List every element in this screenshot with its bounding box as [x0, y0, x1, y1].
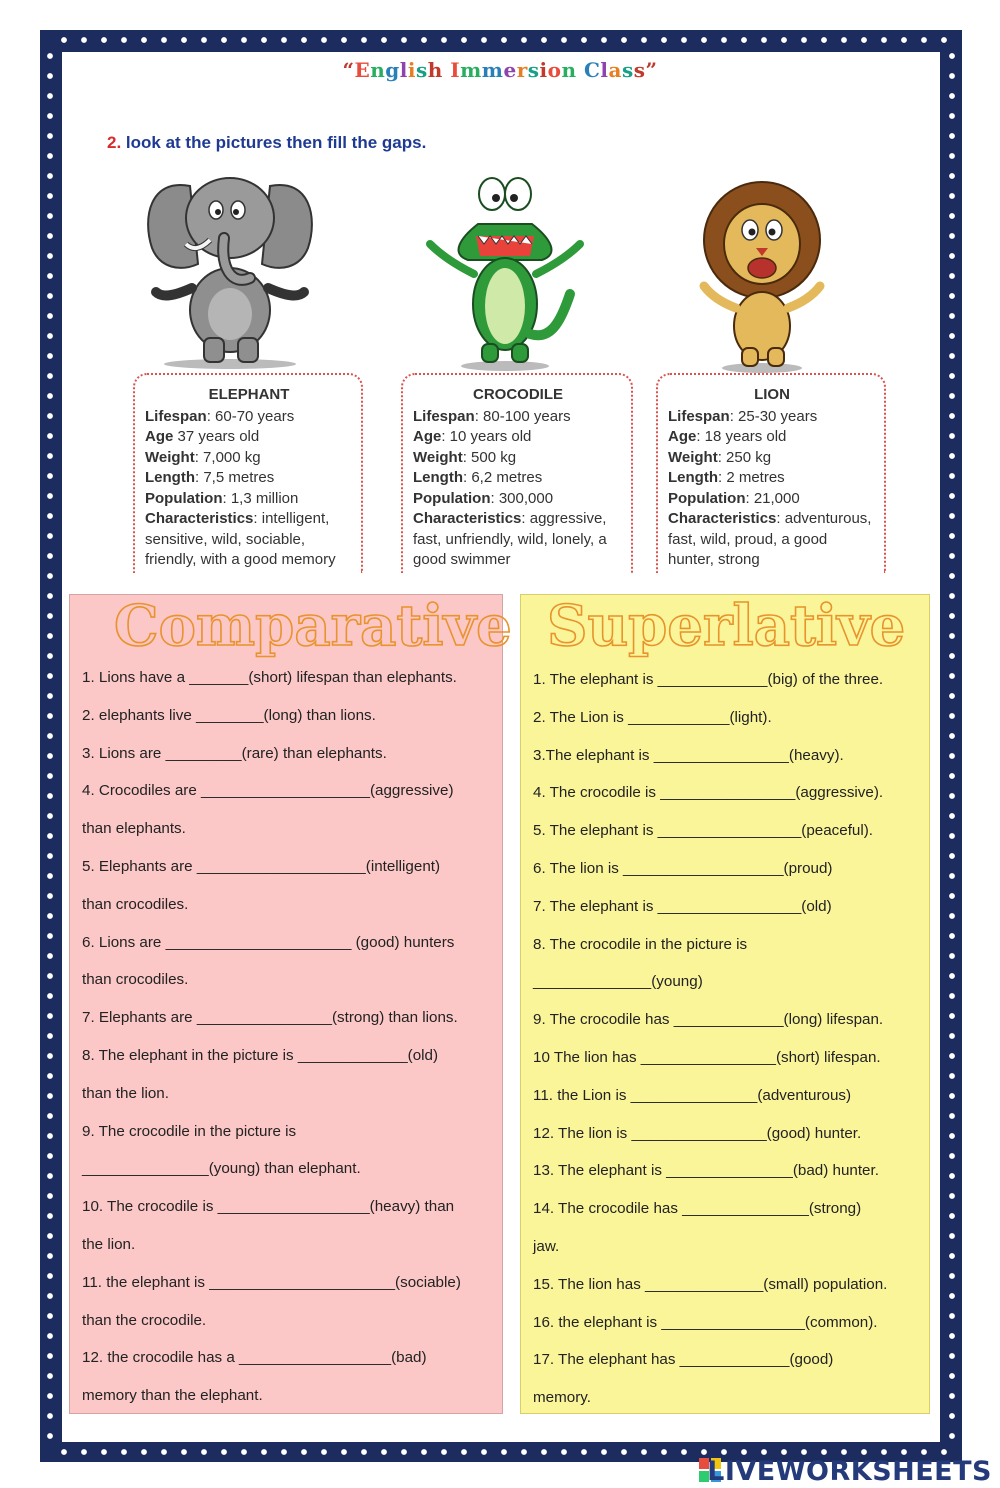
fact-value: : 300,000: [490, 489, 554, 507]
title-letter: g: [385, 58, 400, 82]
exercise-line: 8. The elephant in the picture is _____________(old): [82, 1047, 439, 1064]
title-letter: i: [407, 58, 416, 82]
exercise-line: 11. the Lion is _______________(adventurous): [533, 1086, 852, 1104]
fact-value: : 7,5 metres: [195, 469, 275, 486]
exercise-line: 6. The lion is ___________________(proud): [533, 860, 833, 877]
fact-label: Lifespan: [145, 407, 207, 425]
exercise-line: than the crocodile.: [82, 1311, 207, 1329]
title-letter: I: [450, 58, 461, 82]
fact-value: : 7,000 kg: [194, 448, 261, 466]
fact-label: Weight: [145, 448, 195, 466]
exercise-line: than crocodiles.: [82, 971, 189, 989]
border-dots-bottom: [54, 1448, 948, 1456]
exercise-line: _______________(young) than elephant.: [82, 1160, 361, 1178]
border-dots-right: [948, 46, 956, 1446]
fact-label: Length: [668, 469, 718, 486]
fact-value: : adventurous, fast, wild, proud, a good hunter, strong: [668, 510, 872, 568]
title-letter: l: [600, 58, 609, 82]
exercise-line: 7. The elephant is _________________(old): [533, 897, 832, 915]
border-dots-top: [54, 36, 948, 44]
exercise-line: 6. Lions are ______________________ (good) hunters: [82, 933, 455, 951]
title-letter: [577, 58, 584, 82]
fact-value: : 80-100 years: [474, 407, 571, 425]
fact-line: [668, 448, 876, 469]
fact-label: Age: [145, 428, 174, 445]
comparative-heading: Comparative: [114, 593, 512, 659]
fact-label: Characteristics: [145, 510, 254, 527]
fact-label: Population: [145, 489, 223, 507]
exercise-line: 14. The crocodile has _______________(strong): [533, 1200, 862, 1218]
superlative-heading: Superlative: [547, 593, 906, 659]
fact-value: : 1,3 million: [222, 489, 299, 507]
fact-value: : 6,2 metres: [463, 469, 543, 486]
fact-line: [668, 427, 876, 448]
exercise-line: 8. The crocodile in the picture is: [533, 935, 748, 953]
comparative-panel: [69, 593, 512, 1414]
title-letter: s: [415, 58, 428, 82]
title-letter: i: [539, 58, 548, 82]
exercise-line: 3.The elephant is ________________(heavy).: [533, 746, 844, 764]
card-title: ELEPHANT: [208, 386, 290, 403]
fact-label: Age: [413, 428, 442, 445]
instruction: [107, 133, 426, 153]
fact-label: Weight: [668, 448, 718, 466]
title-letter: E: [354, 58, 371, 82]
title-letter: h: [427, 58, 443, 82]
fact-list: [413, 407, 623, 571]
fact-value: : 500 kg: [462, 448, 517, 466]
exercise-line: 10. The crocodile is __________________(heavy) than: [82, 1198, 455, 1216]
exercise-line: memory than the elephant.: [82, 1387, 263, 1405]
exercise-line: 9. The crocodile in the picture is: [82, 1122, 297, 1140]
worksheet-title: “English Immersion Class”: [342, 58, 658, 82]
fact-line: [413, 407, 623, 428]
characteristics-line: [145, 509, 353, 571]
fact-value: 37 years old: [173, 428, 260, 445]
exercise-line: 12. the crocodile has a __________________(bad): [82, 1349, 427, 1367]
characteristics-line: [413, 509, 623, 571]
fact-value: : 21,000: [745, 489, 800, 507]
exercise-line: 16. the elephant is _________________(common).: [533, 1313, 878, 1331]
exercise-line: 1. The elephant is _____________(big) of the three.: [533, 671, 884, 688]
exercise-line: 2. elephants live ________(long) than lions.: [82, 706, 376, 724]
fact-label: Weight: [413, 448, 463, 466]
crocodile-info-card: [401, 373, 633, 573]
exercise-line: 5. Elephants are ____________________(intelligent): [82, 858, 441, 875]
fact-line: [145, 489, 353, 510]
exercise-line: 5. The elephant is _________________(peaceful).: [533, 822, 874, 840]
card-title: LION: [754, 386, 790, 403]
fact-label: Characteristics: [668, 510, 777, 527]
fact-line: [668, 489, 876, 510]
title-letter: m: [460, 58, 482, 82]
fact-line: [668, 468, 876, 489]
border-dots-left: [46, 46, 54, 1446]
exercise-line: 1. Lions have a _______(short) lifespan than elephants.: [82, 669, 457, 686]
exercise-line: 4. Crocodiles are ____________________(aggressive): [82, 782, 454, 800]
exercise-line: than elephants.: [82, 820, 186, 838]
title-letter: C: [583, 58, 601, 82]
fact-label: Age: [668, 428, 697, 445]
exercise-line: ______________(young): [533, 973, 703, 991]
fact-line: [145, 407, 353, 428]
lion-illustration: [680, 178, 844, 374]
fact-line: [413, 448, 623, 469]
crocodile-illustration: [420, 164, 590, 372]
fact-label: Lifespan: [413, 407, 475, 425]
instruction-number: 2.: [107, 133, 122, 152]
fact-line: [668, 407, 876, 428]
fact-label: Length: [413, 469, 463, 486]
fact-value: : 10 years old: [441, 428, 532, 445]
exercise-line: 11. the elephant is ______________________(sociable): [82, 1273, 461, 1291]
title-letter: o: [547, 58, 562, 82]
lion-info-card: [656, 373, 886, 573]
fact-line: [145, 468, 353, 489]
exercise-line: 7. Elephants are ________________(strong) than lions.: [82, 1009, 458, 1027]
fact-value: : 2 metres: [718, 469, 785, 486]
fact-line: [145, 427, 353, 448]
title-letter: s: [527, 58, 540, 82]
exercise-line: than crocodiles.: [82, 895, 189, 913]
exercise-line: 2. The Lion is ____________(light).: [533, 708, 772, 726]
exercise-line: 13. The elephant is _______________(bad) hunter.: [533, 1162, 879, 1180]
exercise-line: the lion.: [82, 1236, 136, 1253]
fact-value: : 250 kg: [717, 448, 772, 466]
fact-line: [413, 489, 623, 510]
exercise-line: 15. The lion has ______________(small) population.: [533, 1275, 888, 1293]
liveworksheets-brand: LIVEWORKSHEETS: [707, 1456, 992, 1487]
title-letter: s: [633, 58, 646, 82]
superlative-panel: [520, 594, 930, 1414]
fact-value: : 25-30 years: [729, 407, 818, 425]
exercise-line: 4. The crocodile is ________________(aggressive).: [533, 784, 884, 802]
fact-value: : aggressive, fast, unfriendly, wild, lonely, a good swimmer: [413, 510, 607, 568]
fact-line: [145, 448, 353, 469]
fact-value: : 60-70 years: [206, 407, 295, 425]
title-letter: m: [481, 58, 504, 82]
title-letter: a: [608, 58, 622, 82]
fact-line: [413, 468, 623, 489]
fact-line: [413, 427, 623, 448]
fact-label: Characteristics: [413, 510, 522, 527]
title-letter: n: [370, 58, 386, 82]
exercise-line: 9. The crocodile has _____________(long) lifespan.: [533, 1011, 884, 1029]
fact-list: [668, 407, 876, 571]
title-letter: l: [399, 58, 408, 82]
title-letter: r: [516, 58, 528, 82]
fact-list: [145, 407, 353, 571]
instruction-text: look at the pictures then fill the gaps.: [125, 133, 427, 152]
fact-label: Lifespan: [668, 407, 730, 425]
elephant-info-card: [133, 373, 363, 573]
exercise-line: 17. The elephant has _____________(good): [533, 1351, 834, 1369]
title-letter: n: [561, 58, 577, 82]
exercise-line: 3. Lions are _________(rare) than elephants.: [82, 744, 387, 762]
exercise-line: 10 The lion has ________________(short) lifespan.: [533, 1049, 881, 1066]
fact-label: Population: [668, 489, 746, 507]
fact-value: : intelligent, sensitive, wild, sociable, friendly, with a good memory: [145, 510, 336, 568]
elephant-illustration: [140, 168, 320, 370]
title-letter: s: [621, 58, 634, 82]
fact-label: Population: [413, 489, 491, 507]
title-text: [354, 58, 645, 82]
fact-label: Length: [145, 469, 195, 486]
characteristics-line: [668, 509, 876, 571]
title-letter: e: [503, 58, 517, 82]
exercise-line: jaw.: [533, 1238, 560, 1255]
exercise-line: 12. The lion is ________________(good) hunter.: [533, 1124, 862, 1142]
card-title: CROCODILE: [473, 386, 563, 403]
exercise-line: memory.: [533, 1389, 591, 1407]
fact-value: : 18 years old: [696, 428, 787, 445]
exercise-line: than the lion.: [82, 1084, 169, 1102]
